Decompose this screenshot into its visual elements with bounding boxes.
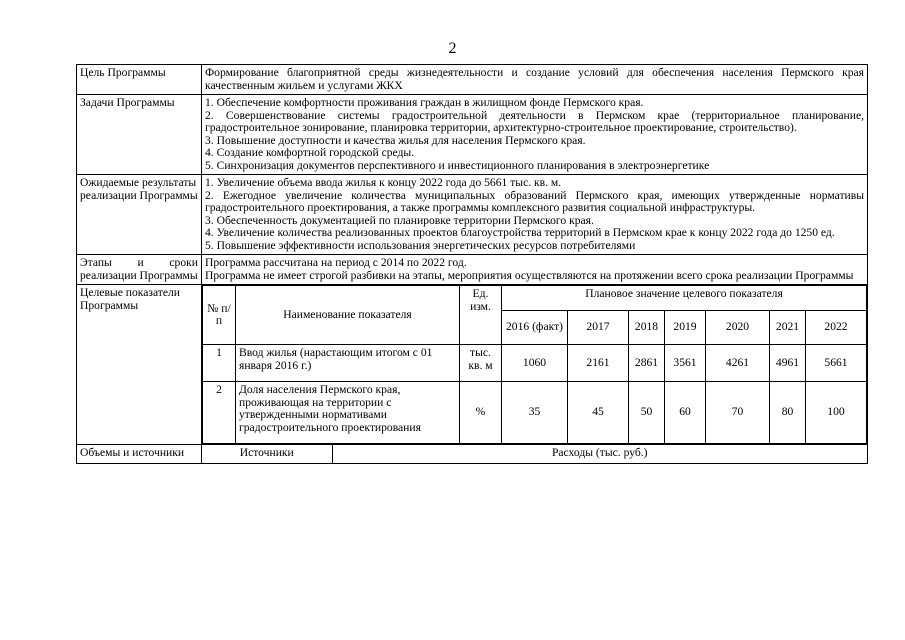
indicator-value: 100	[806, 382, 867, 444]
program-passport-table	[76, 64, 868, 464]
row-num: 1	[203, 345, 236, 382]
header-num: № п/п	[203, 286, 236, 345]
result-item: 5. Повышение эффективности использования энергетических ресурсов потребителями	[205, 238, 636, 252]
row-indicators	[77, 285, 868, 445]
stages-content	[202, 255, 868, 285]
header-year: 2019	[665, 311, 706, 345]
funding-expenses-header: Расходы (тыс. руб.)	[332, 445, 867, 463]
results-content	[202, 175, 868, 255]
task-item: 2. Совершенствование системы градостроительной деятельности в Пермском крае (территориальное планирование, градостроительное зонирование, планировка территории, архитектурно-строительное проектирование, строительство).	[205, 108, 864, 134]
indicator-value: 4261	[706, 345, 770, 382]
table-row	[203, 382, 867, 444]
header-name: Наименование показателя	[236, 286, 460, 345]
row-num: 2	[203, 382, 236, 444]
stages-label: Этапы и сроки реализации Программы	[77, 255, 202, 285]
indicator-value: 2861	[629, 345, 665, 382]
task-item: 4. Создание комфортной городской среды.	[205, 146, 415, 159]
indicators-label: Целевые показатели Программы	[77, 285, 202, 445]
indicators-table	[202, 285, 867, 444]
page-number: 2	[448, 40, 457, 57]
indicator-value: 35	[502, 382, 568, 444]
goal-label: Цель Программы	[77, 65, 202, 95]
result-item: 4. Увеличение количества реализованных проектов благоустройства территорий в Пермском крае к концу 2022 года до 1250 ед.	[205, 226, 835, 239]
stage-item: Программа рассчитана на период с 2014 по 2022 год.	[205, 256, 467, 269]
indicator-value: 60	[665, 382, 706, 444]
header-unit: Ед. изм.	[460, 286, 502, 345]
funding-label: Объемы и источники	[77, 445, 202, 464]
indicator-value: 5661	[806, 345, 867, 382]
indicator-unit: %	[460, 382, 502, 444]
table-row	[203, 345, 867, 382]
indicator-name: Ввод жилья (нарастающим итогом с 01 января 2016 г.)	[236, 345, 460, 382]
task-item: 3. Повышение доступности и качества жилья для населения Пермского края.	[205, 133, 586, 147]
indicator-value: 80	[770, 382, 806, 444]
header-year: 2018	[629, 311, 665, 345]
row-stages	[77, 255, 868, 285]
row-results	[77, 175, 868, 255]
header-year: 2022	[806, 311, 867, 345]
result-item: 1. Увеличение объема ввода жилья к концу 2022 года до 5661 тыс. кв. м.	[205, 176, 562, 189]
funding-content	[202, 445, 868, 464]
indicator-name: Доля населения Пермского края, проживающая на территории с утвержденными нормативами градостроительного проектирования	[236, 382, 460, 444]
header-planned: Плановое значение целевого показателя	[502, 286, 867, 311]
indicator-value: 2161	[568, 345, 629, 382]
result-item: 2. Ежегодное увеличение количества муниципальных образований Пермского края, имеющих утвержденные нормативы градостроительного проектирования, а также программы комплексного развития социальной инфраструктуры.	[205, 188, 864, 214]
header-year: 2017	[568, 311, 629, 345]
indicator-value: 70	[706, 382, 770, 444]
indicator-value: 50	[629, 382, 665, 444]
task-item: 5. Синхронизация документов перспективного и инвестиционного планирования в электроэнергетике	[205, 158, 710, 172]
results-label: Ожидаемые результаты реализации Программы	[77, 175, 202, 255]
header-year: 2016 (факт)	[502, 311, 568, 345]
indicator-value: 4961	[770, 345, 806, 382]
indicator-unit: тыс. кв. м	[460, 345, 502, 382]
indicator-value: 45	[568, 382, 629, 444]
indicators-content	[202, 285, 868, 445]
task-item: 1. Обеспечение комфортности проживания граждан в жилищном фонде Пермского края.	[205, 96, 644, 109]
row-tasks	[77, 95, 868, 175]
header-year: 2021	[770, 311, 806, 345]
tasks-label: Задачи Программы	[77, 95, 202, 175]
stage-item: Программа не имеет строгой разбивки на этапы, мероприятия осуществляются на протяжении всего срока реализации Программы	[205, 268, 854, 282]
indicator-value: 1060	[502, 345, 568, 382]
goal-text: Формирование благоприятной среды жизнедеятельности и создание условий для обеспечения населения Пермского края качественным жильем и услугами ЖКХ	[202, 65, 868, 95]
header-year: 2020	[706, 311, 770, 345]
indicator-value: 3561	[665, 345, 706, 382]
funding-table	[202, 445, 867, 463]
result-item: 3. Обеспеченность документацией по планировке территории Пермского края.	[205, 213, 594, 227]
tasks-content	[202, 95, 868, 175]
row-goal	[77, 65, 868, 95]
row-funding	[77, 445, 868, 464]
funding-sources-header: Источники	[202, 445, 332, 463]
